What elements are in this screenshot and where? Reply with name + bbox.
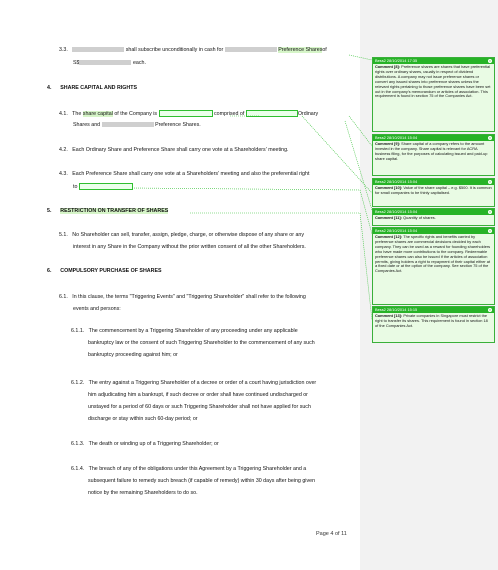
clause-3-3-line-1: 3.3. shall subscribe unconditionally in cash for Preference Sharesof xyxy=(59,47,327,53)
clause-6-1-4-line-3: notice by the remaining Shareholders to do so. xyxy=(88,490,198,496)
clause-6-1-4-line-2: subsequent failure to remedy such breach (if capable of remedy) within 30 days after being given xyxy=(88,478,316,484)
clause-6-1-4-line-1: 6.1.4. The breach of any of the obligations under this Agreement by a Triggering Shareholder and a xyxy=(71,466,307,472)
clause-4-3-line-1: 4.3. Each Preference Share shall carry one vote at a Shareholders' meeting and also the preferential right xyxy=(59,171,310,177)
comment-header: Bess2 28/10/2014 15:15 xyxy=(375,307,418,312)
comment-header: Bess2 28/10/2014 15:04 xyxy=(375,209,418,214)
clause-6-1-line-1: 6.1. In this clause, the terms "Triggering Events" and "Triggering Shareholder" shall refer to the following xyxy=(59,294,306,300)
clause-6-1-2-line-3: unstayed for a period of 60 days or such Triggering Shareholder shall not have applied for such xyxy=(88,404,311,410)
close-icon[interactable]: × xyxy=(488,209,492,214)
section-5-heading: 5. RESTRICTION ON TRANSFER OF SHARES xyxy=(47,208,169,214)
comment-13[interactable]: Bess2 28/10/2014 15:15 × Comment [13]: Private companies in Singapore must restrict the right to transfer its shares. This requirement is found in section 18 of the Companies Act. xyxy=(372,306,495,343)
close-icon[interactable]: × xyxy=(488,58,492,63)
comment-header: Bess2 28/10/2014 15:04 xyxy=(375,135,418,140)
comment-11[interactable]: Bess2 28/10/2014 15:04 × Comment [11]: Quantity of shares. xyxy=(372,208,495,226)
page-number: Page 4 of 11 xyxy=(316,531,347,537)
comment-9[interactable]: Bess2 28/10/2014 15:04 × Comment [9]: Share capital of a company refers to the amount invested in the company. Share capital is relevant for ACRA business filing, for the purposes of calculating issued and paid-up share capital. xyxy=(372,134,495,176)
clause-6-1-1-line-2: bankruptcy law or the consent of such Triggering Shareholder to the commencement of any such xyxy=(88,340,315,346)
clause-4-1-line-1: 4.1. The share capital of the Company is comprised of Ordinary xyxy=(59,110,319,117)
close-icon[interactable]: × xyxy=(488,228,492,233)
close-icon[interactable]: × xyxy=(488,179,492,184)
comment-anchor-13[interactable]: RESTRICTION ON TRANSFER OF SHARES xyxy=(60,208,169,214)
comment-10[interactable]: Bess2 28/10/2014 15:04 × Comment [10]: Value of the share capital – e.g. $500. It is common for small companies to be thinly capitalised. xyxy=(372,178,495,207)
comment-12[interactable]: Bess2 28/10/2014 15:04 × Comment [12]: The specific rights and benefits carried by preference shares are commercial decisions decided by each company. They can be used as a reward for founding shareholders who have made more contributions to the company. Redeemable preference shares can also be issued if the articles of association permits, giving holders a right to repayment of their capital either at a fixed date or at the option of the company. See section 75 of the Companies Act. xyxy=(372,227,495,305)
section-6-heading: 6. COMPULSORY PURCHASE OF SHARES xyxy=(47,268,162,274)
clause-6-1-2-line-4: discharge or stay within such 60-day period; or xyxy=(88,416,198,422)
comment-8[interactable]: Bess2 28/10/2014 17:35 × Comment [8]: Preference shares are shares that have preferential rights over ordinary shares, usually in respect of dividend distributions. A company may not issue preference shares or convert any issued shares into preference shares unless the relevant rights pertaining to those preference shares have been set out in the company's memorandum or articles of association. This requirement is found in section 75 of the Companies Act. xyxy=(372,57,495,132)
comment-header: Bess2 28/10/2014 15:04 xyxy=(375,179,418,184)
comment-anchor-8[interactable]: Preference Shares xyxy=(278,47,323,53)
close-icon[interactable]: × xyxy=(488,135,492,140)
clause-6-1-1-line-3: bankruptcy proceeding against him; or xyxy=(88,352,178,358)
clause-6-1-line-2: events and persons: xyxy=(73,306,121,312)
close-icon[interactable]: × xyxy=(488,307,492,312)
comment-header: Bess2 28/10/2014 15:04 xyxy=(375,228,418,233)
clause-5-1-line-1: 5.1. No Shareholder can sell, transfer, assign, pledge, charge, or otherwise dispose of any share or any xyxy=(59,232,304,238)
clause-3-3-line-2: S$ each. xyxy=(73,60,146,66)
clause-4-2: 4.2. Each Ordinary Share and Preference Share shall carry one vote at a Shareholders' meeting. xyxy=(59,147,289,153)
section-4-heading: 4. SHARE CAPITAL AND RIGHTS xyxy=(47,85,137,91)
comment-header: Bess2 28/10/2014 17:35 xyxy=(375,58,418,63)
clause-4-1-line-2: Shares and Preference Shares. xyxy=(73,122,201,128)
clause-6-1-1-line-1: 6.1.1. The commencement by a Triggering Shareholder of any proceeding under any applicable xyxy=(71,328,298,334)
clause-4-3-line-2: to xyxy=(73,183,133,191)
clause-6-1-2-line-2: him adjudicating him a bankrupt, if such decree or order shall have continued undischarged or xyxy=(88,392,308,398)
clause-5-1-line-2: interest in any Share in the Company without the prior written consent of all the other Shareholders. xyxy=(73,244,306,250)
clause-6-1-3: 6.1.3. The death or winding up of a Triggering Shareholder; or xyxy=(71,441,219,447)
clause-6-1-2-line-1: 6.1.2. The entry against a Triggering Shareholder of a decree or order of a court having jurisdiction over xyxy=(71,380,317,386)
comment-anchor-9[interactable]: share capital xyxy=(82,110,113,117)
